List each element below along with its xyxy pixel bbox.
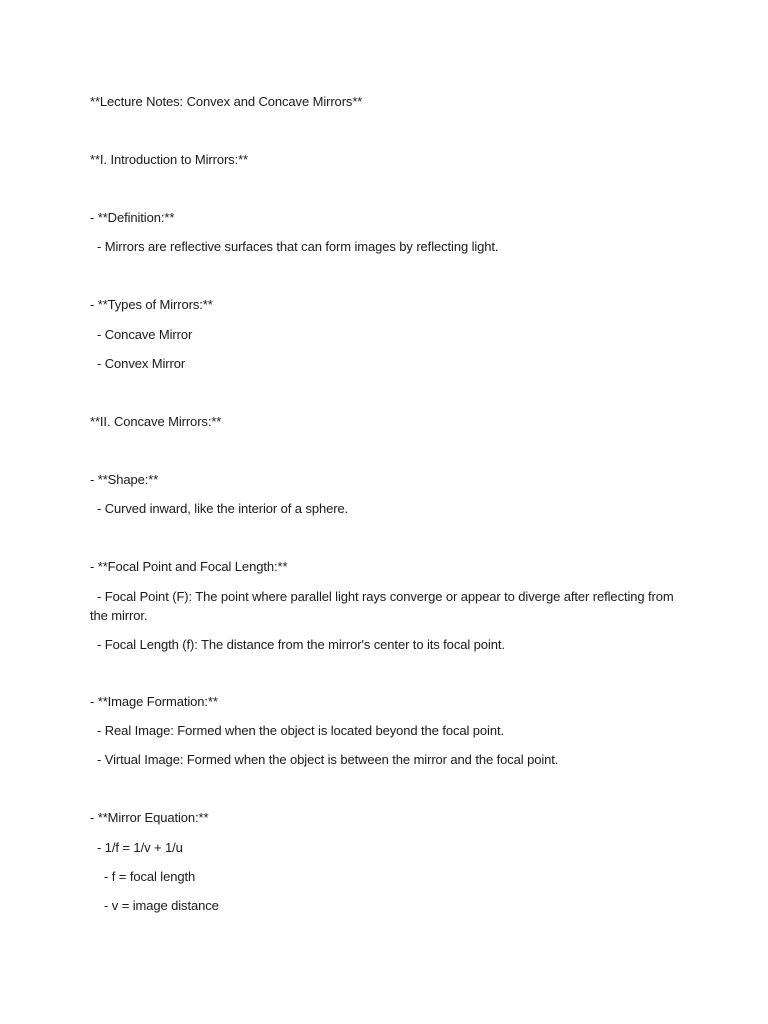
- image-formation-heading: - **Image Formation:**: [90, 694, 218, 709]
- focal-point-text: - Focal Point (F): The point where parallel light rays converge or appear to diverge after reflecting from the mirror.: [90, 589, 678, 623]
- section-heading-concave: **II. Concave Mirrors:**: [90, 414, 222, 429]
- equation-v-definition: - v = image distance: [90, 898, 219, 913]
- virtual-image-text: - Virtual Image: Formed when the object is between the mirror and the focal point.: [90, 752, 559, 767]
- definition-text: - Mirrors are reflective surfaces that can form images by reflecting light.: [90, 239, 499, 254]
- real-image-text: - Real Image: Formed when the object is located beyond the focal point.: [90, 723, 504, 738]
- document-title: **Lecture Notes: Convex and Concave Mirrors**: [90, 94, 363, 109]
- mirror-equation: - 1/f = 1/v + 1/u: [90, 840, 183, 855]
- type-concave: - Concave Mirror: [90, 327, 193, 342]
- equation-f-definition: - f = focal length: [90, 869, 196, 884]
- focal-length-text: - Focal Length (f): The distance from the mirror's center to its focal point.: [90, 637, 505, 652]
- types-heading: - **Types of Mirrors:**: [90, 297, 213, 312]
- shape-text: - Curved inward, like the interior of a sphere.: [90, 501, 349, 516]
- section-heading-introduction: **I. Introduction to Mirrors:**: [90, 152, 249, 167]
- focal-heading: - **Focal Point and Focal Length:**: [90, 559, 288, 574]
- type-convex: - Convex Mirror: [90, 356, 186, 371]
- definition-heading: - **Definition:**: [90, 210, 175, 225]
- shape-heading: - **Shape:**: [90, 472, 159, 487]
- mirror-equation-heading: - **Mirror Equation:**: [90, 810, 209, 825]
